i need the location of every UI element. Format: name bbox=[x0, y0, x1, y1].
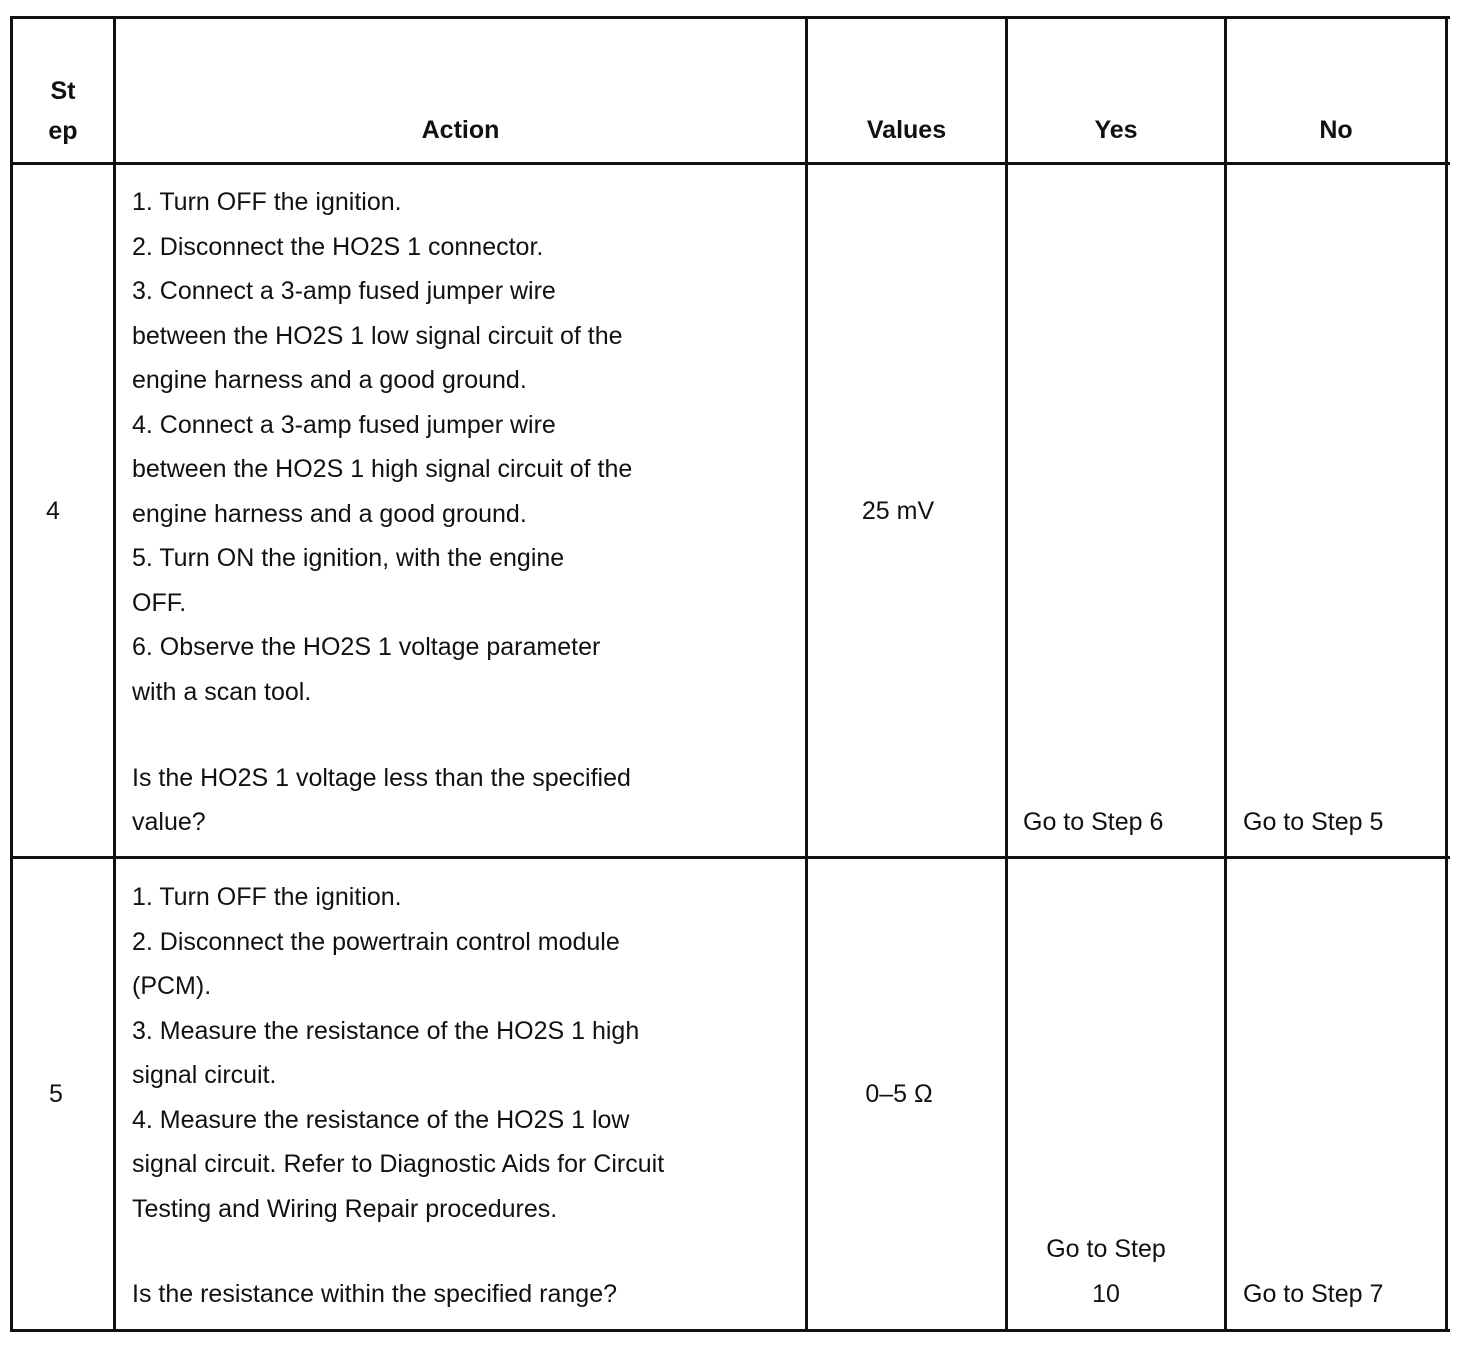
action-line: signal circuit. Refer to Diagnostic Aids for Circuit bbox=[132, 1150, 665, 1178]
step-number: 5 bbox=[49, 1080, 63, 1108]
action-line: (PCM). bbox=[132, 972, 212, 1000]
action-line: 4. Measure the resistance of the HO2S 1 low bbox=[132, 1105, 630, 1134]
question-line: Is the HO2S 1 voltage less than the specified bbox=[132, 764, 631, 792]
value-cell: 25 mV bbox=[861, 497, 935, 525]
action-line: engine harness and a good ground. bbox=[132, 366, 527, 394]
no-cell: Go to Step 7 bbox=[1243, 1280, 1384, 1308]
no-cell: Go to Step 5 bbox=[1243, 808, 1384, 836]
action-line: 1. Turn OFF the ignition. bbox=[132, 188, 402, 216]
yes-cell: Go to Step 6 bbox=[1023, 808, 1164, 836]
action-line: 3. Connect a 3-amp fused jumper wire bbox=[132, 277, 556, 305]
question-line: value? bbox=[132, 808, 206, 836]
action-line: 5. Turn ON the ignition, with the engine bbox=[132, 544, 565, 572]
action-line: Testing and Wiring Repair procedures. bbox=[132, 1194, 558, 1223]
action-line: between the HO2S 1 high signal circuit of the bbox=[132, 455, 633, 483]
value-cell: 0–5 Ω bbox=[865, 1080, 933, 1108]
action-line: 1. Turn OFF the ignition. bbox=[132, 883, 402, 911]
yes-line2: 10 bbox=[1092, 1279, 1120, 1308]
header-step-line1: St bbox=[50, 77, 76, 105]
action-line: 2. Disconnect the powertrain control module bbox=[132, 927, 620, 956]
header-no: No bbox=[1319, 116, 1353, 144]
action-line: OFF. bbox=[132, 588, 187, 617]
header-action: Action bbox=[421, 116, 500, 144]
action-line: 6. Observe the HO2S 1 voltage parameter bbox=[132, 633, 601, 661]
yes-line1: Go to Step bbox=[1046, 1235, 1166, 1263]
yes-cell bbox=[1008, 1227, 1204, 1316]
action-line: 4. Connect a 3-amp fused jumper wire bbox=[132, 410, 556, 439]
header-step-line2: ep bbox=[48, 117, 78, 145]
step-number: 4 bbox=[46, 497, 60, 525]
header-yes: Yes bbox=[1094, 116, 1138, 144]
action-line: 3. Measure the resistance of the HO2S 1 high bbox=[132, 1016, 640, 1045]
action-line: with a scan tool. bbox=[132, 677, 312, 706]
action-line: signal circuit. bbox=[132, 1061, 277, 1089]
question-line: Is the resistance within the specified range? bbox=[132, 1280, 617, 1308]
action-line: engine harness and a good ground. bbox=[132, 499, 527, 528]
header-step bbox=[13, 71, 113, 151]
header-values: Values bbox=[866, 116, 947, 144]
action-line: 2. Disconnect the HO2S 1 connector. bbox=[132, 232, 544, 261]
action-line: between the HO2S 1 low signal circuit of the bbox=[132, 321, 623, 350]
